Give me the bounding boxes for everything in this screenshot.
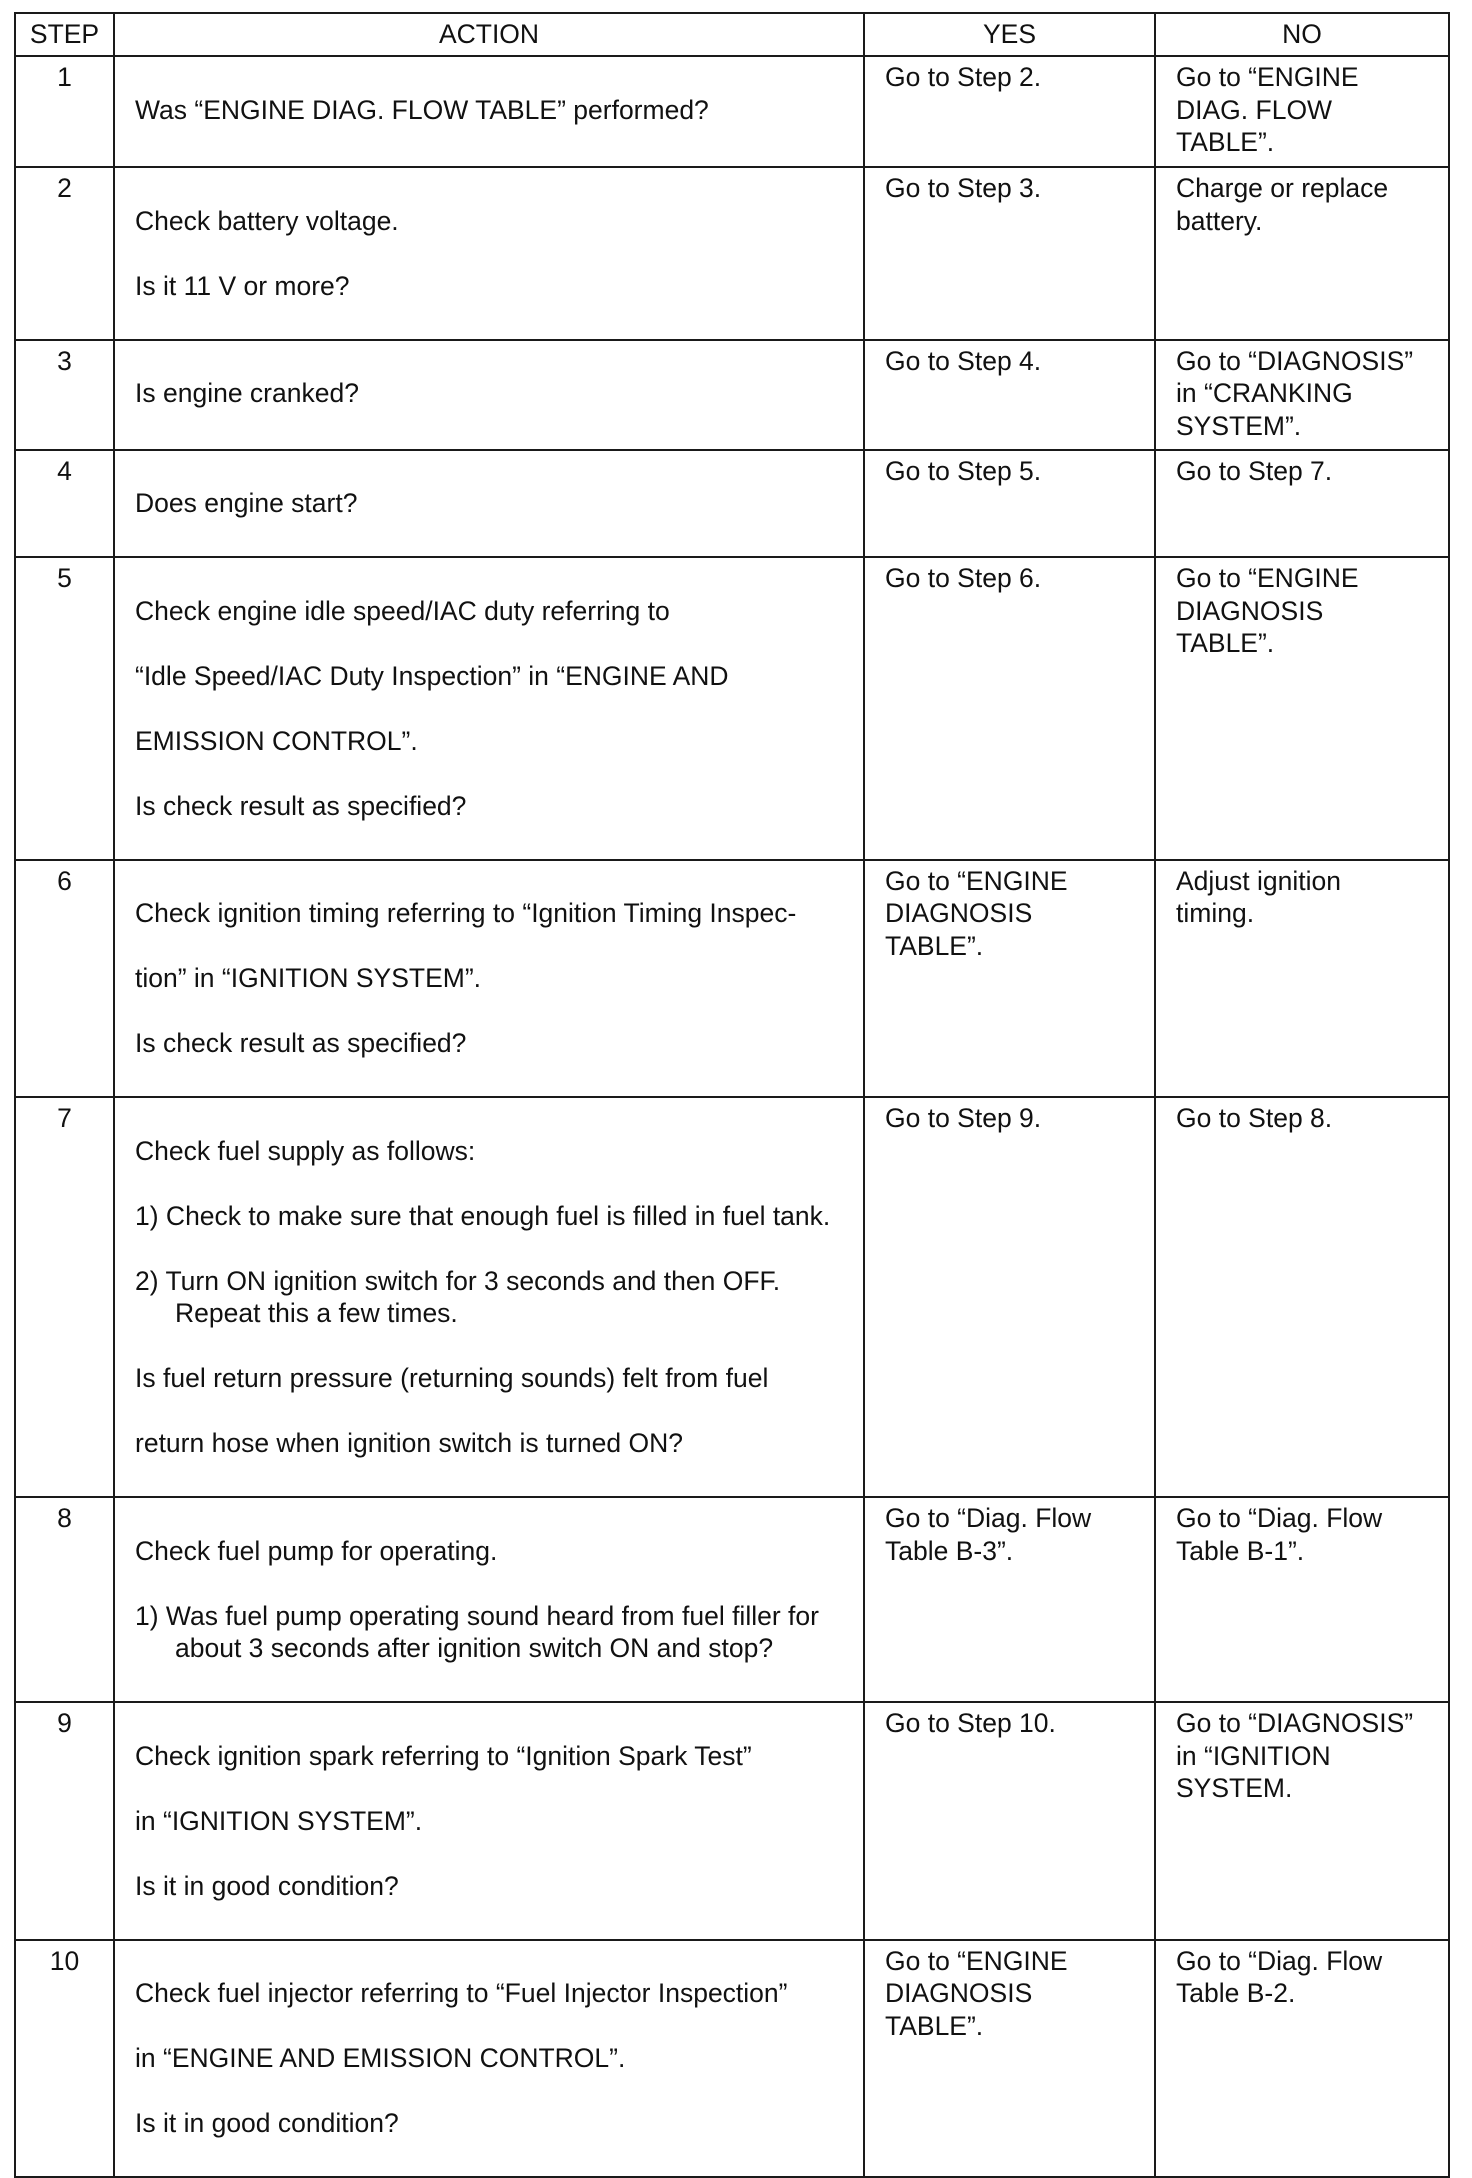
step-cell: 3 bbox=[15, 340, 114, 450]
action-substep: 1) Was fuel pump operating sound heard from fuel filler for about 3 seconds after ignition switch ON and stop? bbox=[135, 1600, 819, 1663]
no-cell: Adjust ignition timing. bbox=[1155, 860, 1449, 1098]
step-cell: 7 bbox=[15, 1097, 114, 1497]
yes-cell: Go to Step 5. bbox=[864, 450, 1155, 558]
no-cell: Go to “ENGINE DIAGNOSIS TABLE”. bbox=[1155, 557, 1449, 860]
yes-cell: Go to Step 4. bbox=[864, 340, 1155, 450]
action-line: in “IGNITION SYSTEM”. bbox=[135, 1805, 423, 1836]
table-row bbox=[15, 1702, 1449, 1940]
no-cell: Go to “DIAGNOSIS” in “IGNITION SYSTEM. bbox=[1155, 1702, 1449, 1940]
action-line: Check ignition timing referring to “Ignition Timing Inspec- bbox=[135, 898, 797, 928]
header-action: ACTION bbox=[114, 13, 864, 56]
yes-cell: Go to “ENGINE DIAGNOSIS TABLE”. bbox=[864, 1940, 1155, 2178]
yes-cell: Go to Step 3. bbox=[864, 167, 1155, 340]
table-row bbox=[15, 860, 1449, 1098]
action-line: Check fuel injector referring to “Fuel Injector Inspection” bbox=[135, 1978, 788, 2008]
action-line: in “ENGINE AND EMISSION CONTROL”. bbox=[135, 2043, 626, 2073]
action-line: Is it in good condition? bbox=[135, 2108, 399, 2138]
header-yes: YES bbox=[864, 13, 1155, 56]
action-line: Check ignition spark referring to “Ignition Spark Test” bbox=[135, 1740, 752, 1771]
action-cell bbox=[114, 1097, 864, 1497]
step-cell: 9 bbox=[15, 1702, 114, 1940]
action-cell bbox=[114, 340, 864, 450]
action-line: “Idle Speed/IAC Duty Inspection” in “ENGINE AND bbox=[135, 660, 729, 691]
no-cell: Go to “Diag. Flow Table B-1”. bbox=[1155, 1497, 1449, 1702]
action-cell bbox=[114, 1702, 864, 1940]
action-line: Is it in good condition? bbox=[135, 1870, 399, 1901]
step-cell: 4 bbox=[15, 450, 114, 558]
action-line: Check fuel supply as follows: bbox=[135, 1135, 476, 1166]
step-cell: 5 bbox=[15, 557, 114, 860]
action-cell bbox=[114, 1497, 864, 1702]
yes-cell: Go to “ENGINE DIAGNOSIS TABLE”. bbox=[864, 860, 1155, 1098]
action-line: Is it 11 V or more? bbox=[135, 270, 350, 301]
action-line: Was “ENGINE DIAG. FLOW TABLE” performed? bbox=[135, 94, 709, 125]
table-row bbox=[15, 1940, 1449, 2178]
no-cell: Go to Step 7. bbox=[1155, 450, 1449, 558]
step-cell: 8 bbox=[15, 1497, 114, 1702]
action-cell bbox=[114, 167, 864, 340]
action-line: EMISSION CONTROL”. bbox=[135, 725, 418, 756]
table-row bbox=[15, 340, 1449, 450]
header-step: STEP bbox=[15, 13, 114, 56]
table-header-row bbox=[15, 13, 1449, 56]
action-cell bbox=[114, 1940, 864, 2178]
action-cell bbox=[114, 557, 864, 860]
action-line: tion” in “IGNITION SYSTEM”. bbox=[135, 963, 482, 993]
no-cell: Go to “DIAGNOSIS” in “CRANKING SYSTEM”. bbox=[1155, 340, 1449, 450]
action-line: Check fuel pump for operating. bbox=[135, 1535, 498, 1566]
yes-cell: Go to Step 9. bbox=[864, 1097, 1155, 1497]
action-line: return hose when ignition switch is turned ON? bbox=[135, 1428, 683, 1458]
action-substep: 2) Turn ON ignition switch for 3 seconds and then OFF. Repeat this a few times. bbox=[135, 1265, 781, 1328]
table-row bbox=[15, 56, 1449, 167]
action-substep: 1) Check to make sure that enough fuel is filled in fuel tank. bbox=[135, 1200, 831, 1231]
step-cell: 10 bbox=[15, 1940, 114, 2178]
table-row bbox=[15, 167, 1449, 340]
table-row bbox=[15, 1497, 1449, 1702]
header-no: NO bbox=[1155, 13, 1449, 56]
yes-cell: Go to Step 10. bbox=[864, 1702, 1155, 1940]
yes-cell: Go to “Diag. Flow Table B-3”. bbox=[864, 1497, 1155, 1702]
table-row bbox=[15, 1097, 1449, 1497]
step-cell: 1 bbox=[15, 56, 114, 167]
action-line: Check battery voltage. bbox=[135, 205, 399, 236]
action-cell bbox=[114, 56, 864, 167]
no-cell: Go to “Diag. Flow Table B-2. bbox=[1155, 1940, 1449, 2178]
action-line: Is fuel return pressure (returning sounds) felt from fuel bbox=[135, 1363, 769, 1393]
no-cell: Go to Step 8. bbox=[1155, 1097, 1449, 1497]
step-cell: 6 bbox=[15, 860, 114, 1098]
action-cell bbox=[114, 860, 864, 1098]
action-line: Is engine cranked? bbox=[135, 378, 359, 408]
diagnosis-table bbox=[14, 12, 1450, 2178]
no-cell: Charge or replace battery. bbox=[1155, 167, 1449, 340]
action-line: Is check result as specified? bbox=[135, 790, 467, 821]
action-line: Does engine start? bbox=[135, 488, 358, 518]
action-line: Is check result as specified? bbox=[135, 1028, 467, 1058]
no-cell: Go to “ENGINE DIAG. FLOW TABLE”. bbox=[1155, 56, 1449, 167]
action-cell bbox=[114, 450, 864, 558]
action-line: Check engine idle speed/IAC duty referring to bbox=[135, 595, 670, 626]
table-row bbox=[15, 557, 1449, 860]
yes-cell: Go to Step 6. bbox=[864, 557, 1155, 860]
step-cell: 2 bbox=[15, 167, 114, 340]
yes-cell: Go to Step 2. bbox=[864, 56, 1155, 167]
table-row bbox=[15, 450, 1449, 558]
